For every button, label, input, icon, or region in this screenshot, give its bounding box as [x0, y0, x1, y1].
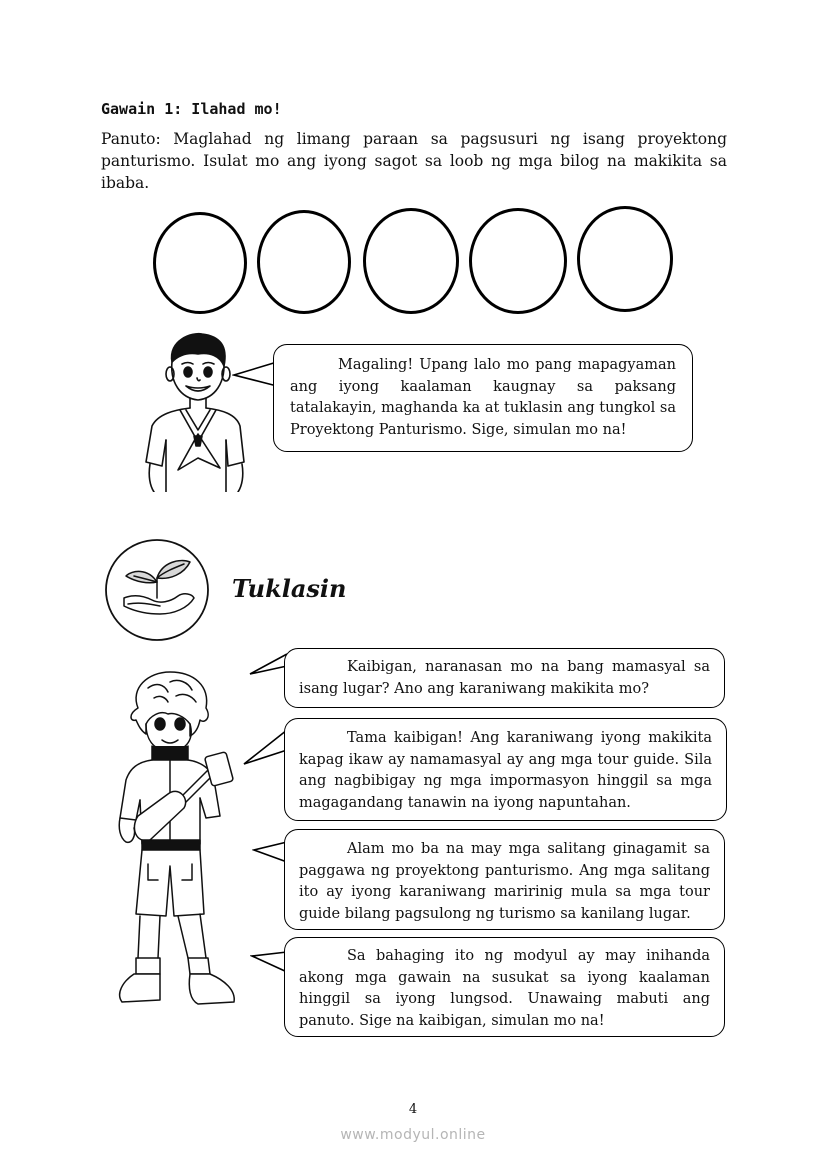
answer-circle-4[interactable]: [469, 208, 567, 314]
guide-speech-tail-3: [252, 840, 288, 866]
guide-speech-text-1: Kaibigan, naranasan mo na bang mamasyal sa isang lugar? Ano ang karaniwang makikita mo?: [299, 659, 710, 697]
guide-speech-bubble-1: [284, 648, 725, 708]
guide-speech-tail-1: [248, 652, 288, 678]
page-number: 4: [408, 1102, 418, 1117]
tour-guide-illustration: [108, 668, 240, 1012]
answer-circle-1[interactable]: [153, 212, 247, 314]
watermark: www.modyul.online: [340, 1127, 486, 1143]
boy-speech-tail: [232, 360, 278, 390]
guide-speech-bubble-4: [284, 937, 725, 1037]
guide-speech-text-2: Tama kaibigan! Ang karaniwang iyong makikita kapag ikaw ay namamasyal ay ang mga tour guide. Sila ang nagbibigay ng mga impormasyon hinggil sa mga magagandang tanawin na iyong napuntahan.: [299, 730, 712, 811]
answer-circle-5[interactable]: [577, 206, 673, 312]
answer-circle-2[interactable]: [257, 210, 351, 314]
guide-speech-text-3: Alam mo ba na may mga salitang ginagamit sa paggawa ng proyektong panturismo. Ang mga salitang ito ay iyong karaniwang maririnig mula sa mga tour guide bilang pagsulong ng turismo sa kanilang lugar.: [299, 841, 710, 922]
section-title: Tuklasin: [232, 574, 347, 603]
guide-speech-bubble-2: [284, 718, 727, 821]
activity-instructions: Panuto: Maglahad ng limang paraan sa pagsusuri ng isang proyektong panturismo. Isulat mo ang iyong sagot sa loob ng mga bilog na makikita sa ibaba.: [101, 130, 727, 192]
boy-speech-bubble: [273, 344, 693, 452]
boy-speech-text: Magaling! Upang lalo mo pang mapagyaman ang iyong kaalaman kaugnay sa paksang tatalakayin, maghanda ka at tuklasin ang tungkol sa Proyektong Panturismo. Sige, simulan mo na!: [290, 357, 676, 438]
guide-speech-tail-2: [242, 728, 288, 768]
boy-illustration: [140, 330, 250, 492]
seedling-in-hand-icon: [104, 538, 210, 642]
guide-speech-tail-4: [250, 948, 288, 978]
activity-title: Gawain 1: Ilahad mo!: [101, 100, 282, 118]
guide-speech-bubble-3: [284, 829, 725, 930]
answer-circle-3[interactable]: [363, 208, 459, 314]
guide-speech-text-4: Sa bahaging ito ng modyul ay may inihanda akong mga gawain na susukat sa iyong kaalaman hinggil sa iyong lungsod. Unawaing mabuti ang panuto. Sige na kaibigan, simulan mo na!: [299, 948, 710, 1029]
